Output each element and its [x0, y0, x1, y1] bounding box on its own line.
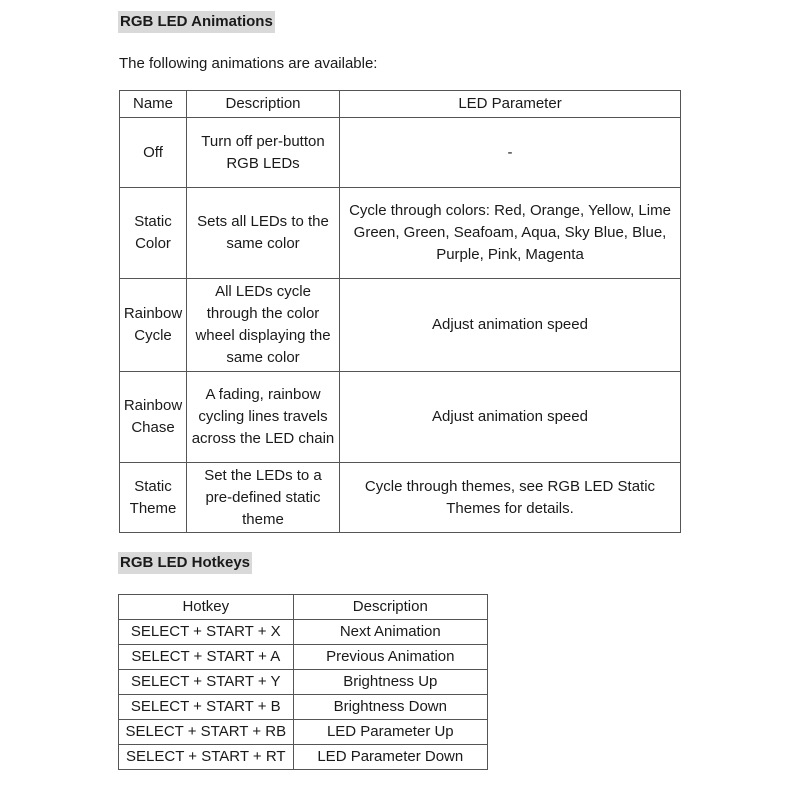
animations-heading: RGB LED Animations — [118, 11, 275, 33]
animation-name: Rainbow Chase — [120, 372, 187, 463]
table-header-row — [120, 91, 681, 118]
hotkey-combo: SELECT + START + Y — [119, 670, 294, 695]
hotkey-combo: SELECT + START + A — [119, 645, 294, 670]
table-row — [119, 745, 488, 770]
hotkey-description: Brightness Up — [293, 670, 487, 695]
hotkeys-heading: RGB LED Hotkeys — [118, 552, 252, 574]
table-row — [119, 620, 488, 645]
animation-parameter: Cycle through themes, see RGB LED Static Themes for details. — [340, 463, 681, 533]
hotkey-description: LED Parameter Up — [293, 720, 487, 745]
header-name: Name — [120, 91, 187, 118]
animation-description: All LEDs cycle through the color wheel displaying the same color — [187, 279, 340, 372]
animation-name: Off — [120, 118, 187, 188]
hotkey-description: Next Animation — [293, 620, 487, 645]
animation-description: Sets all LEDs to the same color — [187, 188, 340, 279]
table-row — [119, 695, 488, 720]
animation-parameter: Cycle through colors: Red, Orange, Yellow, Lime Green, Green, Seafoam, Aqua, Sky Blue, Blue, Purple, Pink, Magenta — [340, 188, 681, 279]
hotkey-combo: SELECT + START + RB — [119, 720, 294, 745]
hotkey-combo: SELECT + START + X — [119, 620, 294, 645]
animation-description: Set the LEDs to a pre-defined static theme — [187, 463, 340, 533]
hotkey-description: Previous Animation — [293, 645, 487, 670]
hotkey-combo: SELECT + START + RT — [119, 745, 294, 770]
animation-parameter: Adjust animation speed — [340, 279, 681, 372]
animations-table — [119, 90, 681, 533]
animation-description: Turn off per-button RGB LEDs — [187, 118, 340, 188]
header-led-parameter: LED Parameter — [340, 91, 681, 118]
animation-name: Static Color — [120, 188, 187, 279]
table-row — [120, 372, 681, 463]
table-row — [120, 188, 681, 279]
hotkey-combo: SELECT + START + B — [119, 695, 294, 720]
table-row — [120, 463, 681, 533]
table-row — [120, 118, 681, 188]
animation-parameter: Adjust animation speed — [340, 372, 681, 463]
header-description: Description — [293, 595, 487, 620]
animation-description: A fading, rainbow cycling lines travels across the LED chain — [187, 372, 340, 463]
table-row — [120, 279, 681, 372]
hotkeys-table — [118, 594, 488, 770]
animation-name: Static Theme — [120, 463, 187, 533]
animation-name: Rainbow Cycle — [120, 279, 187, 372]
table-row — [119, 720, 488, 745]
animation-parameter: - — [340, 118, 681, 188]
table-header-row — [119, 595, 488, 620]
intro-text: The following animations are available: — [119, 55, 378, 72]
table-row — [119, 670, 488, 695]
hotkey-description: Brightness Down — [293, 695, 487, 720]
table-row — [119, 645, 488, 670]
hotkey-description: LED Parameter Down — [293, 745, 487, 770]
header-description: Description — [187, 91, 340, 118]
header-hotkey: Hotkey — [119, 595, 294, 620]
